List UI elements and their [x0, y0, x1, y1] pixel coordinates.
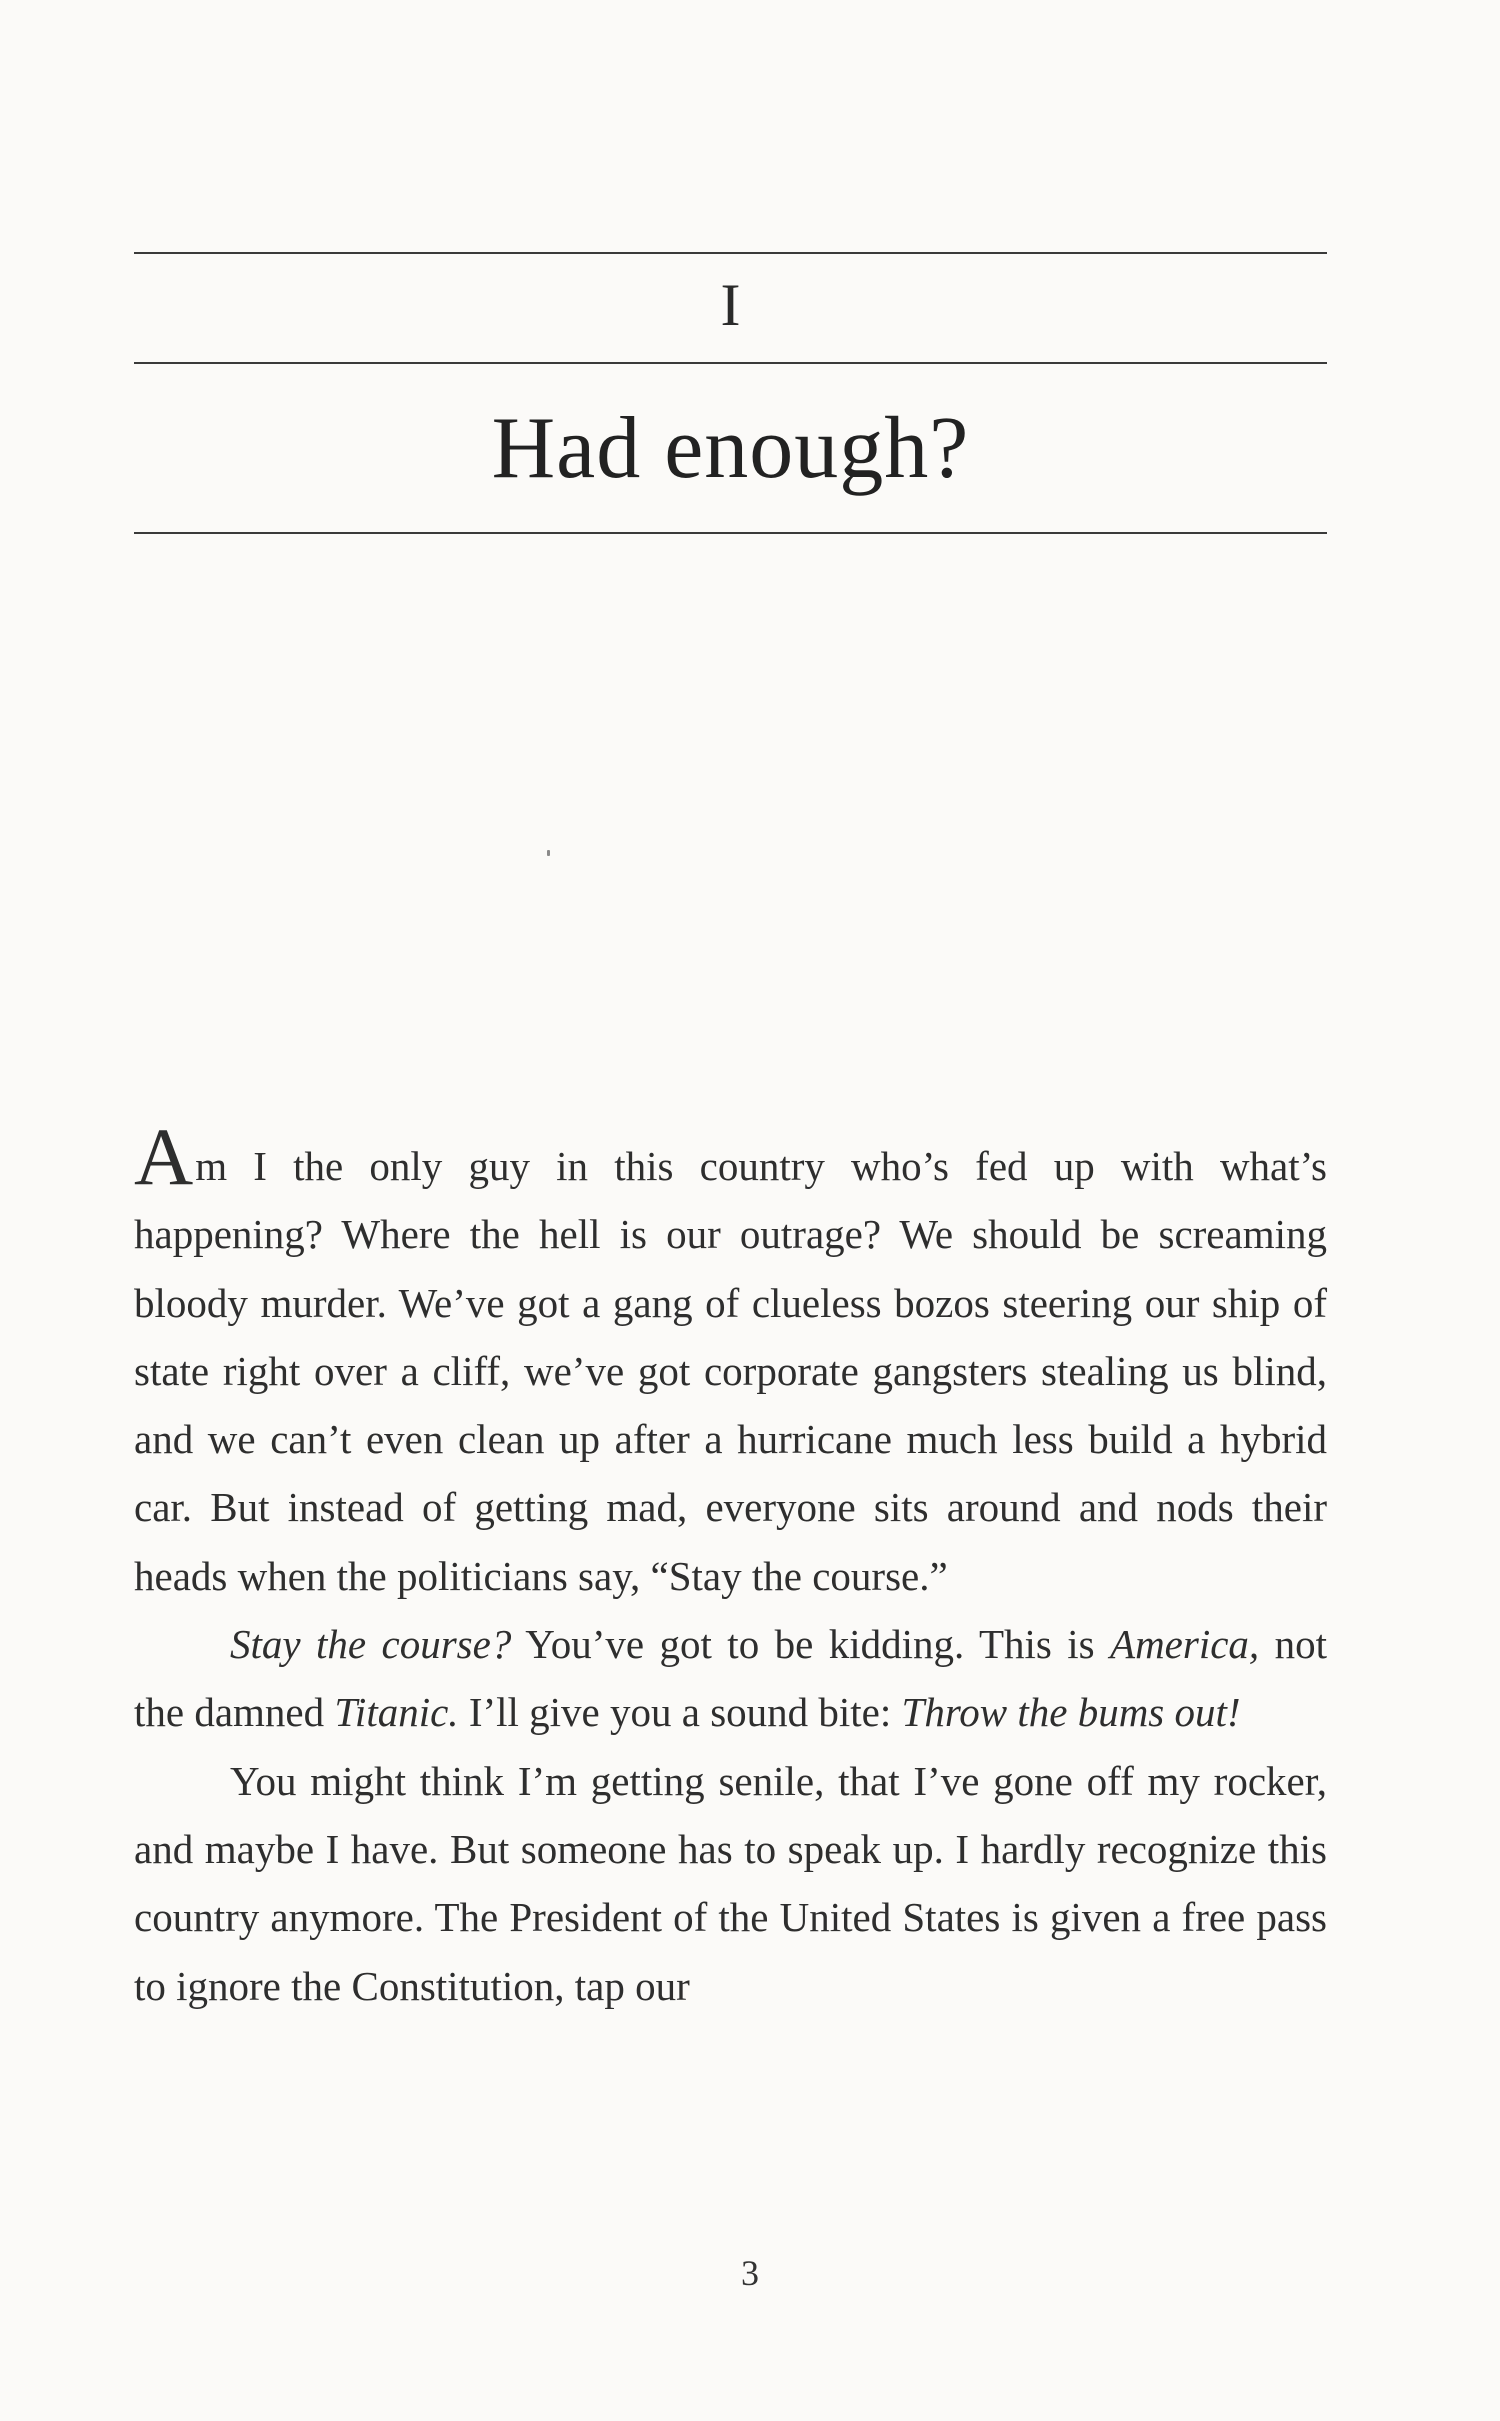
paragraph-2-text-c: I’ll give you a sound bite:: [458, 1689, 902, 1736]
paragraph-1-text: m I the only guy in this country who’s fed up with what’s happening? Where the hell is our outrage? We should be screaming bloody murder. We’ve got a gang of clueless bozos steering our ship of state right over a cliff, we’ve got corporate gangsters stealing us blind, and we can’t even clean up after a hurricane much less build a hybrid car. But instead of getting mad, everyone sits around and nods their heads when the politicians say, “Stay the course.”: [134, 1143, 1327, 1599]
top-rule: [134, 252, 1327, 254]
paragraph-1: [134, 1111, 1327, 1610]
paragraph-2-text-a: You’ve got to be kidding. This is: [511, 1621, 1111, 1668]
middle-rule: [134, 362, 1327, 364]
chapter-title: Had enough?: [491, 400, 970, 497]
bottom-rule: [134, 532, 1327, 534]
paragraph-3-text: You might think I’m getting senile, that I’ve gone off my rocker, and maybe I have. But someone has to speak up. I hardly recognize this country anymore. The President of the United States is given a free pass to ignore the Constitution, tap our: [134, 1757, 1327, 2009]
chapter-number: I: [720, 272, 741, 338]
paragraph-2: [134, 1610, 1327, 1747]
drop-cap: A: [134, 1111, 194, 1202]
emphasis-stay-the-course: Stay the course?: [230, 1621, 512, 1668]
emphasis-throw-the-bums-out: Throw the bums out!: [901, 1689, 1241, 1736]
page-number: 3: [741, 2253, 759, 2293]
paragraph-2-text-b: not the damned: [134, 1621, 1327, 1736]
paragraph-3: [134, 1747, 1327, 2020]
chapter-body: [134, 1111, 1327, 2020]
print-speck: [547, 850, 550, 856]
emphasis-titanic: Titanic.: [334, 1689, 459, 1736]
emphasis-america: America,: [1110, 1621, 1260, 1668]
